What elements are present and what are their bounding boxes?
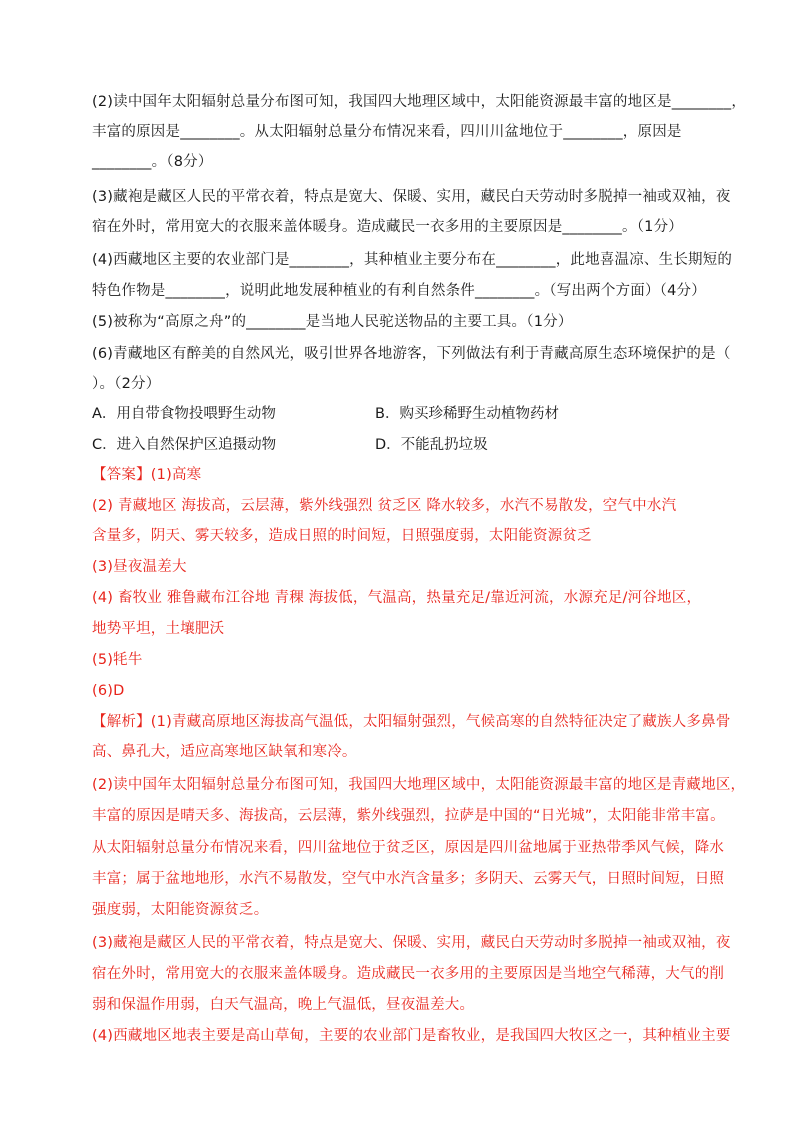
analysis-line-11: (4)西藏地区地表主要是高山草甸，主要的农业部门是畜牧业，是我国四大牧区之一，其种植业主要 [92,1028,731,1044]
answer-line-2: (2) 青藏地区 海拔高，云层薄，紫外线强烈 贫乏区 降水较多，水汽不易散发，空气中水汽 [92,498,677,514]
analysis-line-9: 宿在外时，常用宽大的衣服来盖体暖身。造成藏民一衣多用的主要原因是当地空气稀薄，大气的削 [92,966,725,982]
question-5-line-1: (5)被称为“高原之舟”的________是当地人民驼送物品的主要工具。（1分） [92,314,573,330]
analysis-line-5: 从太阳辐射总量分布情况来看，四川盆地位于贫乏区，原因是四川盆地属于亚热带季风气候，降水 [92,840,725,856]
question-3-line-2: 宿在外时，常用宽大的衣服来盖体暖身。造成藏民一衣多用的主要原因是________。（1分） [92,219,683,235]
answer-line-4: (3)昼夜温差大 [92,559,187,575]
question-6-line-2: ）。（2分） [92,376,161,392]
answer-line-3: 含量多，阴天、雾天较多，造成日照的时间短，日照强度弱，太阳能资源贫乏 [92,528,592,544]
question-4-line-1: (4)西藏地区主要的农业部门是________，其种植业主要分布在________，此地喜温凉、生长期短的 [92,252,733,268]
question-2-line-3: ________。（8分） [92,154,213,170]
answer-line-6: 地势平坦，土壤肥沃 [92,621,225,637]
question-2-line-1: (2)读中国年太阳辐射总量分布图可知，我国四大地理区域中，太阳能资源最丰富的地区是________， [92,94,747,110]
question-6-line-1: (6)青藏地区有醉美的自然风光，吸引世界各地游客，下列做法有利于青藏高原生态环境保护的是（ [92,346,731,362]
option-d: D．不能乱扔垃圾 [375,437,488,453]
question-3-line-1: (3)藏袍是藏区人民的平常衣着，特点是宽大、保暖、实用，藏民白天劳动时多脱掉一袖或双袖，夜 [92,189,731,205]
question-4-line-2: 特色作物是________，说明此地发展种植业的有利自然条件________。（写出两个方面）（4分） [92,283,706,299]
answer-line-7: (5)牦牛 [92,652,143,668]
option-a: A．用自带食物投喂野生动物 [92,406,276,422]
answer-line-8: (6)D [92,683,125,699]
analysis-line-1: 【解析】(1)青藏高原地区海拔高气温低，太阳辐射强烈，气候高寒的自然特征决定了藏族人多鼻骨 [92,714,731,730]
option-b: B．购买珍稀野生动植物药材 [375,406,559,422]
question-2-line-2: 丰富的原因是________。从太阳辐射总量分布情况来看，四川川盆地位于________，原因是 [92,124,682,140]
analysis-line-8: (3)藏袍是藏区人民的平常衣着，特点是宽大、保暖、实用，藏民白天劳动时多脱掉一袖或双袖，夜 [92,935,731,951]
answer-line-5: (4) 畜牧业 雅鲁藏布江谷地 青稞 海拔低，气温高，热量充足/靠近河流，水源充足/河谷地区， [92,590,702,606]
analysis-line-7: 强度弱，太阳能资源贫乏。 [92,902,269,918]
analysis-line-10: 弱和保温作用弱，白天气温高，晚上气温低，昼夜温差大。 [92,997,475,1013]
answer-line-1: 【答案】(1)高寒 [92,467,202,483]
option-c: C．进入自然保护区追摄动物 [92,437,277,453]
analysis-line-3: (2)读中国年太阳辐射总量分布图可知，我国四大地理区域中，太阳能资源最丰富的地区是青藏地区， [92,777,746,793]
analysis-line-2: 高、鼻孔大，适应高寒地区缺氧和寒冷。 [92,744,357,760]
analysis-line-6: 丰富；属于盆地地形，水汽不易散发，空气中水汽含量多；多阴天、云雾天气，日照时间短，日照 [92,871,725,887]
analysis-line-4: 丰富的原因是晴天多、海拔高，云层薄，紫外线强烈，拉萨是中国的“日光城”，太阳能非常丰富。 [92,808,725,824]
